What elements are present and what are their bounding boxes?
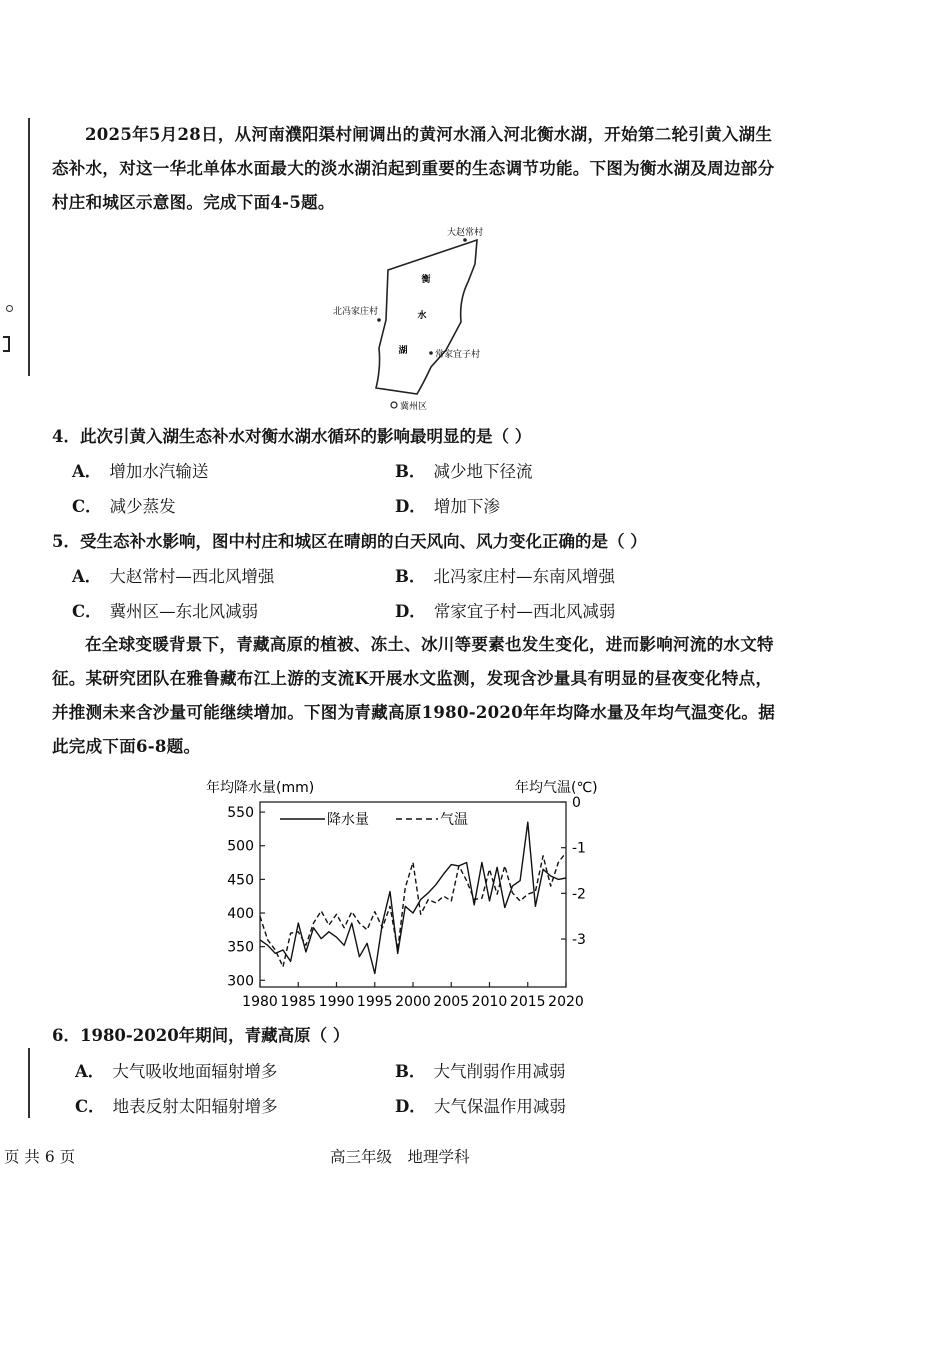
axis-ticks bbox=[227, 795, 586, 1010]
beifengjiazhuang-marker bbox=[377, 318, 381, 322]
x-tick-label: 1985 bbox=[280, 994, 317, 1010]
question-5-option-d[interactable]: D． 常家宜子村—西北风减弱 bbox=[395, 602, 616, 621]
question-4-option-a[interactable]: A． 增加水汽输送 bbox=[72, 462, 209, 481]
question-5-option-c[interactable]: C． 冀州区—东北风减弱 bbox=[72, 602, 259, 621]
margin-line-bottom bbox=[28, 1048, 30, 1118]
changjiayizi-marker bbox=[429, 351, 433, 355]
question-4-option-d[interactable]: D． 增加下渗 bbox=[395, 497, 500, 516]
y2-axis-label: 年均气温(℃) bbox=[515, 780, 598, 796]
series-lines bbox=[260, 822, 566, 973]
x-tick-label: 2020 bbox=[548, 994, 584, 1010]
x-tick-label: 1980 bbox=[242, 994, 278, 1010]
y-axis-label: 年均降水量(mm) bbox=[206, 780, 315, 796]
y2-tick-label: 0 bbox=[572, 795, 581, 811]
x-tick-label: 2015 bbox=[509, 994, 546, 1010]
y-tick-label: 500 bbox=[227, 838, 254, 855]
legend-precip-label: 降水量 bbox=[327, 812, 369, 828]
passage-4-5: 2025年5月28日，从河南濮阳渠村闸调出的黄河水涌入河北衡水湖，开始第二轮引黄入湖生态补水，对这一华北单体水面最大的淡水湖泊起到重要的生态调节功能。下图为衡水湖及周边部分村庄和城区示意图。完成下面4-5题。 bbox=[52, 125, 775, 212]
margin-bracket-mark bbox=[3, 336, 10, 352]
y2-tick-label: -1 bbox=[572, 840, 586, 857]
lake-char-2: 水 bbox=[417, 311, 427, 321]
jizhou-label: 冀州区 bbox=[400, 402, 428, 412]
footer-course: 高三年级 地理学科 bbox=[330, 1148, 470, 1166]
changjiayizi-label: 常家宜子村 bbox=[435, 350, 481, 360]
question-6-stem: 6．1980-2020年期间，青藏高原（ ） bbox=[52, 1026, 350, 1045]
page-number: 页 共 6 页 bbox=[4, 1148, 76, 1166]
plot-frame bbox=[260, 802, 566, 987]
lake-char-3: 湖 bbox=[398, 346, 408, 356]
precip-temp-chart bbox=[200, 770, 620, 1010]
y2-tick-label: -2 bbox=[572, 886, 586, 903]
margin-line-top bbox=[28, 118, 30, 376]
question-4-option-c[interactable]: C． 减少蒸发 bbox=[72, 497, 176, 516]
margin-dot bbox=[6, 305, 13, 312]
question-6-option-c[interactable]: C． 地表反射太阳辐射增多 bbox=[75, 1097, 278, 1116]
question-6-option-a[interactable]: A． 大气吸收地面辐射增多 bbox=[75, 1062, 278, 1081]
question-5-stem: 5．受生态补水影响，图中村庄和城区在晴朗的白天风向、风力变化正确的是（ ） bbox=[52, 532, 647, 551]
x-tick-label: 2000 bbox=[395, 994, 431, 1010]
x-tick-label: 2010 bbox=[471, 994, 508, 1010]
passage-6-8: 在全球变暖背景下，青藏高原的植被、冻土、冰川等要素也发生变化，进而影响河流的水文特征。某研究团队在雅鲁藏布江上游的支流K开展水文监测，发现含沙量具有明显的昼夜变化特点，并推测未来含沙量可能继续增加。下图为青藏高原1980-2020年年均降水量及年均气温变化。据此完成下面6-8题。 bbox=[52, 635, 775, 756]
dazhaochang-marker bbox=[463, 238, 467, 242]
question-5-option-a[interactable]: A． 大赵常村—西北风增强 bbox=[72, 567, 275, 586]
legend bbox=[280, 811, 468, 828]
x-tick-label: 2005 bbox=[433, 994, 470, 1010]
dazhaochang-label: 大赵常村 bbox=[447, 228, 484, 238]
lake-char-1: 衡 bbox=[421, 275, 431, 285]
x-tick-label: 1995 bbox=[356, 994, 393, 1010]
y-tick-label: 350 bbox=[227, 939, 254, 956]
y-tick-label: 300 bbox=[227, 973, 254, 990]
x-tick-label: 1990 bbox=[318, 994, 355, 1010]
question-5-option-b[interactable]: B． 北冯家庄村—东南风增强 bbox=[395, 567, 615, 586]
y-tick-label: 550 bbox=[227, 805, 254, 822]
y-tick-label: 450 bbox=[227, 872, 254, 889]
question-4-stem: 4．此次引黄入湖生态补水对衡水湖水循环的影响最明显的是（ ） bbox=[52, 427, 532, 446]
y2-tick-label: -3 bbox=[572, 932, 586, 949]
precipitation-line bbox=[260, 822, 566, 973]
beifengjiazhuang-label: 北冯家庄村 bbox=[333, 307, 379, 317]
question-6-option-d[interactable]: D． 大气保温作用减弱 bbox=[395, 1097, 566, 1116]
legend-temp-label: 气温 bbox=[440, 812, 468, 828]
hengshui-lake-map bbox=[325, 222, 515, 417]
question-6-option-b[interactable]: B． 大气削弱作用减弱 bbox=[395, 1062, 566, 1081]
y-tick-label: 400 bbox=[227, 906, 254, 922]
jizhou-marker bbox=[391, 402, 397, 408]
question-4-option-b[interactable]: B． 减少地下径流 bbox=[395, 462, 533, 481]
